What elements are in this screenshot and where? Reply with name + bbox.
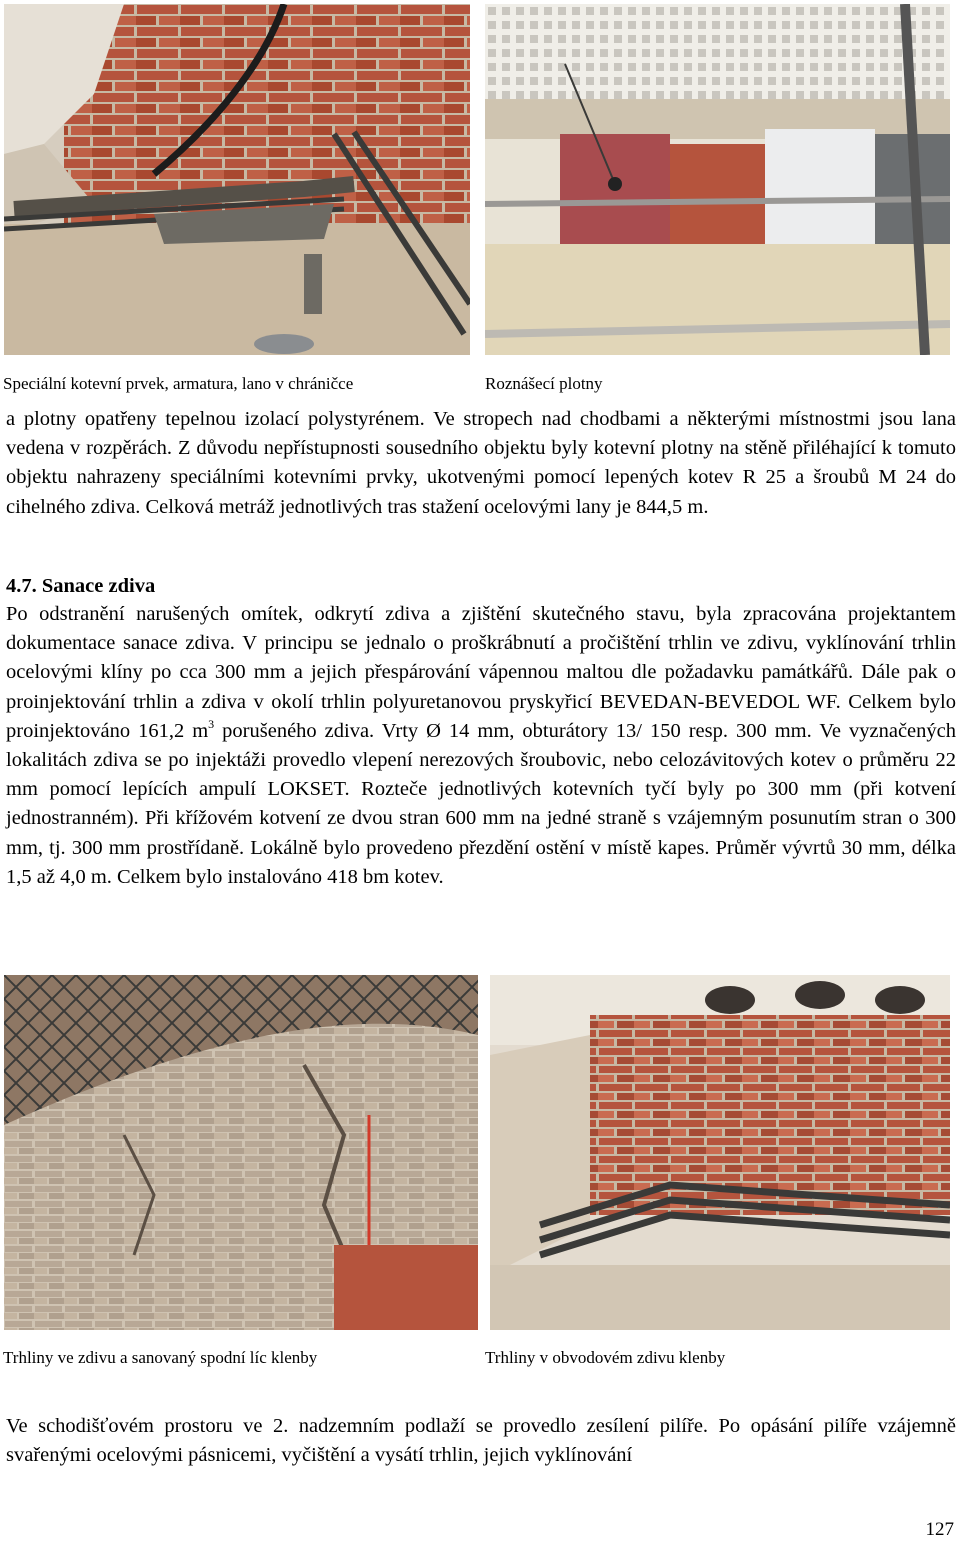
paragraph-masonry-repair-part2: porušeného zdiva. Vrty Ø 14 mm, obturátory 13/ 150 resp. 300 mm. Ve vyznačených lokalitách zdiva se po injektáži provedlo vlepení nerezových šroubovic, nebo celozávitových kotev o průměru 22 mm pomocí lepících ampulí LOKSET. Rozteče jednotlivých kotevních tyčí byly po 300 mm (při kotvení jednostranném). Při křížovém kotvení ze dvou stran 600 mm na jedné straně s vzájemným posunutím stran o 300 mm, tj. 300 mm prostřídaně. Lokálně bylo provedeno přezdění ostění v místě kapes. Průměr vývrtů 30 mm, délka 1,5 až 4,0 m. Celkem bylo instalováno 418 bm kotev. [6,719,956,888]
photo-perimeter-cracks-image [490,975,950,1330]
paragraph-tensioning-summary: a plotny opatřeny tepelnou izolací polystyrénem. Ve stropech nad chodbami a některými místnostmi jsou lana vedena v rozpěrách. Z důvodu nepřístupnosti sousedního objektu byly kotevní plotny na stěně přiléhající k tomuto objektu nahrazeny speciálními kotevními prvky, ukotvenými pomocí lepených kotev R 25 a šroubů M 24 do cihelného zdiva. Celková metráž jednotlivých tras stažení ocelovými lany je 844,5 m. [6,408,956,518]
paragraph-masonry-repair-part1: Po odstranění narušených omítek, odkrytí zdiva a zjištění skutečného stavu, byla zpracována projektantem dokumentace sanace zdiva. V principu se jednalo o proškrábnutí a pročištění trhlin ve zdivu, vyklínování trhlin ocelovými klíny po cca 300 mm a jejich přespárování vápennou maltou dle požadavku památkářů. Dále pak o proinjektování trhlin a zdiva v okolí trhlin polyuretanovou pryskyřicí BEVEDAN-BEVEDOL WF. Celkem bylo proinjektováno 161,2 m [6,603,956,742]
paragraph-stairwell-pillar: Ve schodišťovém prostoru ve 2. nadzemním podlaží se provedlo zesílení pilíře. Po opásání pilíře vzájemně svařenými ocelovými pásnicemi, vyčištění a vysátí trhlin, jejich vyklínování [6,1415,956,1467]
photo-load-plates [485,4,950,355]
photo-vault-cracks [4,975,478,1330]
photo-vault-cracks-image [4,975,478,1330]
photo-anchor-element [4,4,470,355]
photo-load-plates-image [485,4,950,355]
cubic-superscript: 3 [208,716,215,731]
caption-load-plates: Roznášecí plotny [485,374,603,393]
caption-vault-cracks: Trhliny ve zdivu a sanovaný spodní líc klenby [3,1348,318,1367]
paragraph-masonry-repair [6,600,956,892]
photo-anchor-element-image [4,4,470,355]
caption-perimeter-cracks: Trhliny v obvodovém zdivu klenby [485,1348,726,1367]
photo-perimeter-cracks [490,975,950,1330]
section-heading-masonry-repair: 4.7. Sanace zdiva [6,575,156,597]
caption-anchor-element: Speciální kotevní prvek, armatura, lano v chráničce [3,374,354,393]
page-number: 127 [925,1519,954,1540]
